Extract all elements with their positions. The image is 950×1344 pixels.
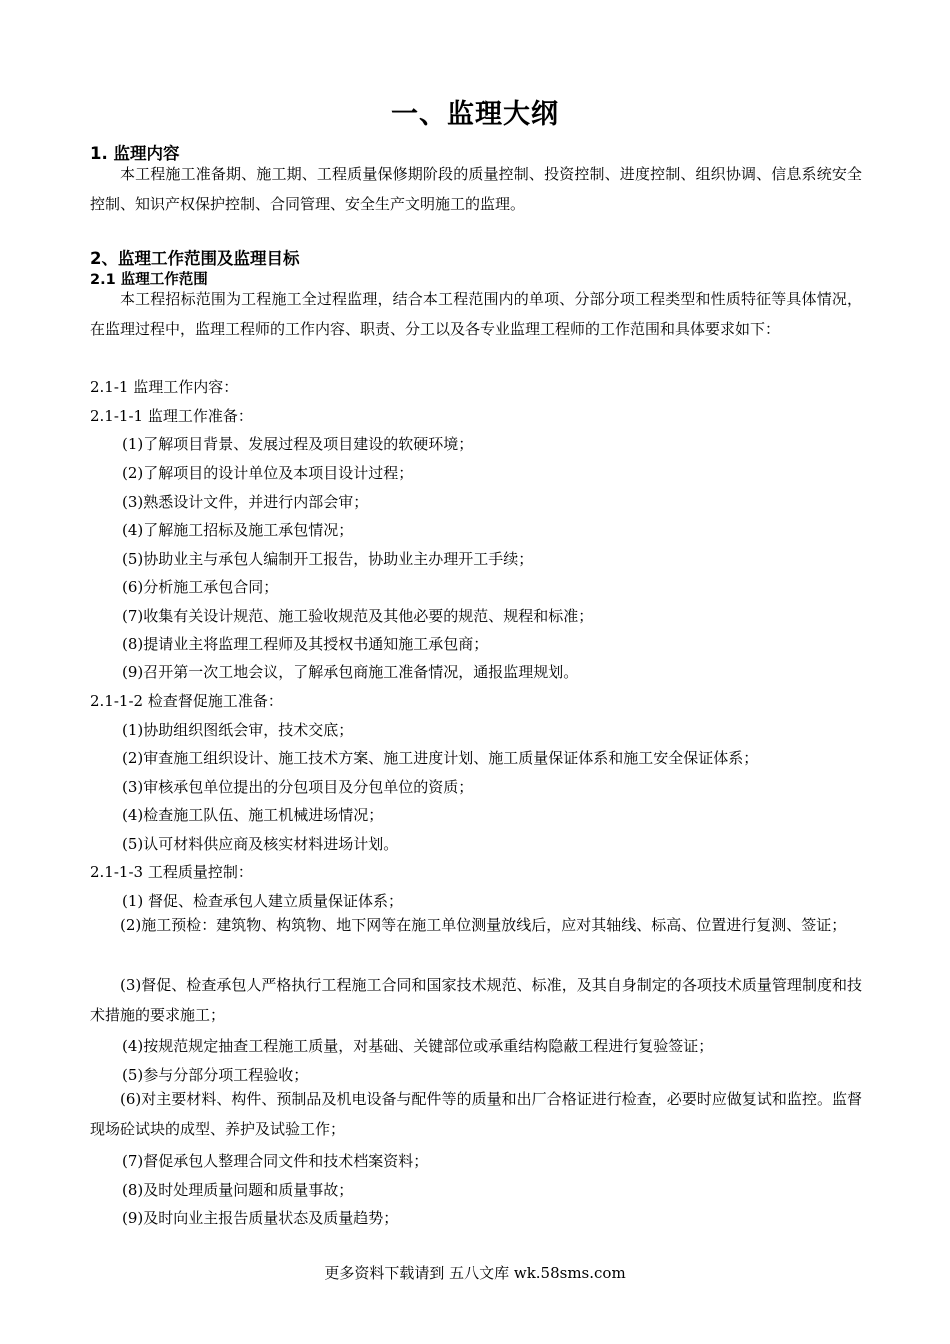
quality-item: (3)督促、检查承包人严格执行工程施工合同和国家技术规范、标准，及其自身制定的各项技术质量管理制度和技术措施的要求施工； (90, 976, 862, 1024)
work-content-heading: 2.1-1 监理工作内容： (90, 378, 239, 396)
prep-item: (5)协助业主与承包人编制开工报告，协助业主办理开工手续； (122, 550, 534, 568)
prep-item: (2)了解项目的设计单位及本项目设计过程； (122, 464, 414, 482)
quality-item: (9)及时向业主报告质量状态及质量趋势； (122, 1209, 399, 1227)
prep-item: (9)召开第一次工地会议，了解承包商施工准备情况，通报监理规划。 (122, 663, 579, 681)
supervise-item: (4)检查施工队伍、施工机械进场情况； (122, 806, 384, 824)
footer-note: 更多资料下载请到 五八文库 wk.58sms.com (324, 1264, 626, 1282)
quality-item: (6)对主要材料、构件、预制品及机电设备与配件等的质量和出厂合格证进行检查，必要时应做复试和监控。监督现场砼试块的成型、养护及试验工作； (90, 1090, 862, 1138)
quality-item: (4)按规范规定抽查工程施工质量，对基础、关键部位或承重结构隐蔽工程进行复验签证； (122, 1037, 714, 1055)
section-1-paragraph: 本工程施工准备期、施工期、工程质量保修期阶段的质量控制、投资控制、进度控制、组织协调、信息系统安全控制、知识产权保护控制、合同管理、安全生产文明施工的监理。 (90, 165, 862, 213)
quality-item: (8)及时处理质量问题和质量事故； (122, 1181, 354, 1199)
quality-item: (1) 督促、检查承包人建立质量保证体系； (122, 892, 404, 910)
prep-heading: 2.1-1-1 监理工作准备： (90, 407, 253, 425)
quality-heading: 2.1-1-3 工程质量控制： (90, 863, 253, 881)
prep-item: (7)收集有关设计规范、施工验收规范及其他必要的规范、规程和标准； (122, 607, 594, 625)
quality-item: (2)施工预检：建筑物、构筑物、地下网等在施工单位测量放线后，应对其轴线、标高、位置进行复测、签证； (120, 916, 847, 934)
prep-item: (8)提请业主将监理工程师及其授权书通知施工承包商； (122, 635, 489, 653)
supervise-item: (3)审核承包单位提出的分包项目及分包单位的资质； (122, 778, 474, 796)
quality-item: (7)督促承包人整理合同文件和技术档案资料； (122, 1152, 429, 1170)
prep-item: (3)熟悉设计文件，并进行内部会审； (122, 493, 369, 511)
supervise-heading: 2.1-1-2 检查督促施工准备： (90, 692, 283, 710)
supervise-item: (5)认可材料供应商及核实材料进场计划。 (122, 835, 399, 853)
quality-item: (5)参与分部分项工程验收； (122, 1066, 309, 1084)
section-1-heading: 1. 监理内容 (90, 144, 180, 163)
supervise-item: (1)协助组织图纸会审，技术交底； (122, 721, 354, 739)
section-2-1-heading: 2.1 监理工作范围 (90, 272, 208, 288)
prep-item: (1)了解项目背景、发展过程及项目建设的软硬环境； (122, 435, 474, 453)
supervise-item: (2)审查施工组织设计、施工技术方案、施工进度计划、施工质量保证体系和施工安全保证体系； (122, 749, 759, 767)
prep-item: (6)分析施工承包合同； (122, 578, 279, 596)
section-2-1-paragraph: 本工程招标范围为工程施工全过程监理，结合本工程范围内的单项、分部分项工程类型和性质特征等具体情况，在监理过程中，监理工程师的工作内容、职责、分工以及各专业监理工程师的工作范围和具体要求如下： (90, 290, 862, 338)
prep-item: (4)了解施工招标及施工承包情况； (122, 521, 354, 539)
section-2-heading: 2、监理工作范围及监理目标 (90, 249, 300, 268)
page-title: 一、监理大纲 (391, 99, 559, 130)
